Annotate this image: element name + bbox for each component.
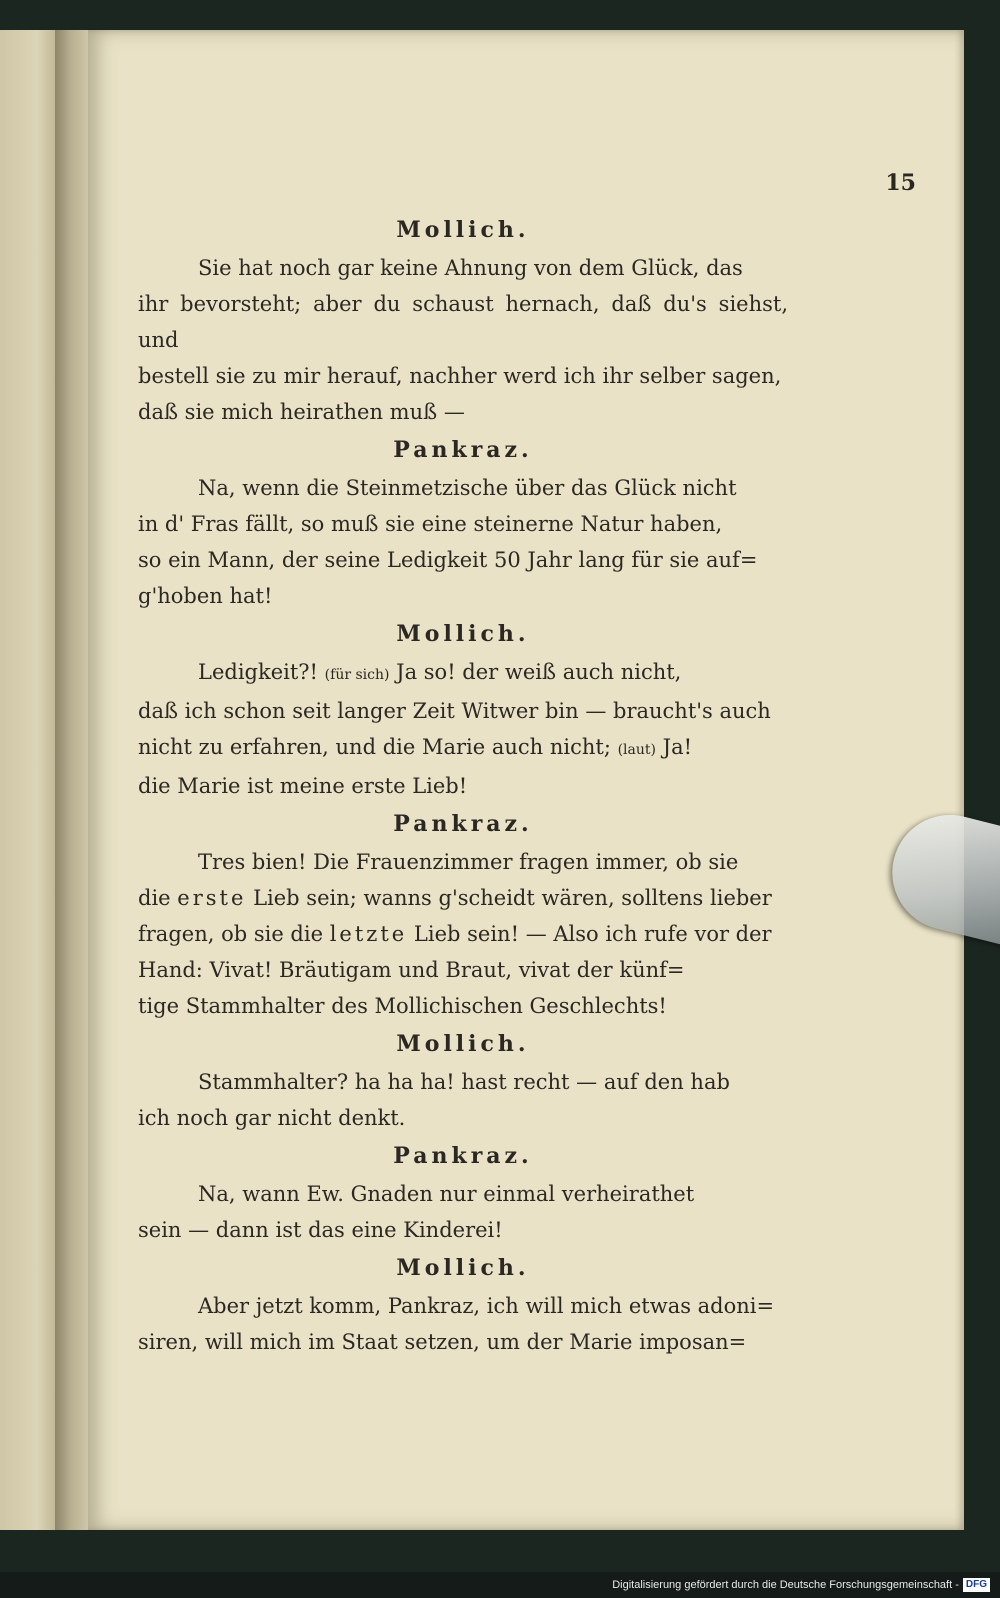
credit-text: Digitalisierung gefördert durch die Deutsche Forschungsgemeinschaft - [612, 1579, 959, 1591]
speaker-heading: Pankraz. [393, 1143, 533, 1169]
speaker-heading: Mollich. [396, 217, 530, 243]
text-line: die Marie ist meine erste Lieb! [138, 774, 468, 798]
text-span: nicht zu erfahren, und die Marie auch nicht; [138, 735, 611, 759]
text-line: daß sie mich heirathen muß — [138, 400, 465, 424]
text-line [138, 880, 788, 916]
text-span: die [138, 886, 171, 910]
text-line: bestell sie zu mir herauf, nachher werd ich ihr selber sagen, [138, 364, 782, 388]
play-text [138, 210, 788, 1360]
text-span: Ledigkeit?! [198, 660, 318, 684]
speech-block [138, 250, 788, 430]
text-line: ihr bevorsteht; aber du schaust hernach, daß du's siehst, und [138, 292, 788, 352]
text-line: siren, will mich im Staat setzen, um der Marie imposan= [138, 1330, 747, 1354]
emphasis-spaced: erste [177, 886, 247, 910]
speaker-heading: Mollich. [396, 621, 530, 647]
text-span: Lieb sein; wanns g'scheidt wären, solltens lieber [253, 886, 772, 910]
text-line: ich noch gar nicht denkt. [138, 1106, 406, 1130]
text-line [138, 654, 788, 693]
text-span: Lieb sein! — Also ich rufe vor der [413, 922, 772, 946]
text-line: in d' Fras fällt, so muß sie eine steinerne Natur haben, [138, 512, 723, 536]
speaker-heading: Mollich. [396, 1255, 530, 1281]
text-line: Na, wann Ew. Gnaden nur einmal verheirathet [198, 1182, 695, 1206]
stage-direction: (laut) [617, 742, 656, 758]
text-line: Stammhalter? ha ha ha! hast recht — auf den hab [198, 1070, 730, 1094]
facing-page-edge [0, 30, 62, 1530]
speaker-heading: Mollich. [396, 1031, 530, 1057]
stage-direction: (für sich) [324, 667, 390, 683]
speech-block [138, 470, 788, 614]
text-line: sein — dann ist das eine Kinderei! [138, 1218, 503, 1242]
speech-block [138, 654, 788, 804]
text-span: Ja so! der weiß auch nicht, [396, 660, 682, 684]
text-span: Ja! [662, 735, 693, 759]
speech-block [138, 1064, 788, 1136]
text-line: Aber jetzt komm, Pankraz, ich will mich etwas adoni= [198, 1294, 775, 1318]
speech-block [138, 1288, 788, 1360]
speech-block [138, 844, 788, 1024]
book-page [88, 30, 964, 1530]
text-line: so ein Mann, der seine Ledigkeit 50 Jahr lang für sie auf= [138, 548, 758, 572]
text-line: g'hoben hat! [138, 584, 273, 608]
text-line: daß ich schon seit langer Zeit Witwer bin — braucht's auch [138, 699, 771, 723]
text-line: tige Stammhalter des Mollichischen Geschlechts! [138, 994, 667, 1018]
text-line [138, 729, 788, 768]
text-line: Sie hat noch gar keine Ahnung von dem Glück, das [198, 256, 743, 280]
dfg-logo: DFG [963, 1578, 990, 1592]
emphasis-spaced: letzte [329, 922, 408, 946]
text-line: Tres bien! Die Frauenzimmer fragen immer, ob sie [198, 850, 739, 874]
speaker-heading: Pankraz. [393, 811, 533, 837]
text-span: fragen, ob sie die [138, 922, 324, 946]
speaker-heading: Pankraz. [393, 437, 533, 463]
page-number: 15 [885, 170, 916, 196]
text-line: Na, wenn die Steinmetzische über das Glück nicht [198, 476, 737, 500]
text-line: Hand: Vivat! Bräutigam und Braut, vivat der künf= [138, 958, 685, 982]
text-line [138, 916, 788, 952]
speech-block [138, 1176, 788, 1248]
digitization-credit [612, 1574, 990, 1596]
